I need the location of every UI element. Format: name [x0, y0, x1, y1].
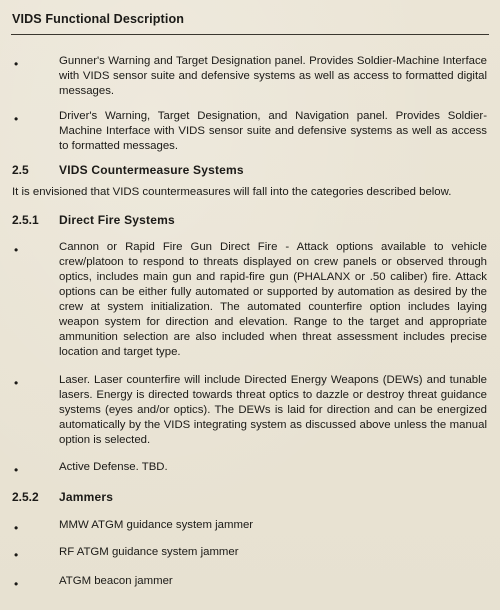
title-divider	[11, 34, 489, 35]
section-number-2-5: 2.5	[12, 163, 29, 177]
bullet-driver-panel: Driver's Warning, Target Designation, and Navigation panel. Provides Soldier-Machine Interface with VIDS sensor suite and defensive systems as well as access to formatted messages.	[59, 110, 487, 152]
item-mmw-jammer: MMW ATGM guidance system jammer	[59, 519, 254, 531]
item-active-defense: Active Defense. TBD.	[59, 461, 168, 473]
bullet-gunner-panel: Gunner's Warning and Target Designation panel. Provides Soldier-Machine Interface with VIDS sensor suite and defensive systems as well as access to formatted digital messages.	[59, 55, 487, 97]
bullet-marker: •	[14, 577, 19, 591]
section-title-2-5-2: Jammers	[59, 490, 114, 504]
section-title-2-5: VIDS Countermeasure Systems	[59, 163, 244, 177]
item-rf-jammer: RF ATGM guidance system jammer	[59, 546, 239, 558]
bullet-marker: •	[14, 463, 19, 477]
section-2-5-intro: It is envisioned that VIDS countermeasures will fall into the categories described below.	[12, 186, 452, 198]
section-number-2-5-1: 2.5.1	[12, 213, 39, 227]
bullet-marker: •	[14, 57, 19, 71]
item-cannon-direct-fire: Cannon or Rapid Fire Gun Direct Fire - Attack options available to vehicle crew/platoon to respond to threats displayed on crew panels or observed through optics, includes main gun and rapid-fire gun (PHALANX or .50 caliber) fire. Attack options can be either fully automated or supported by automation as desired by the crew at system initialization. The automated counterfire option includes laying weapon system for direction and elevation. Range to the target and appropriate ammunition selection are also included when threat assessment includes precise location and target type.	[59, 241, 487, 358]
section-number-2-5-2: 2.5.2	[12, 490, 39, 504]
bullet-marker: •	[14, 548, 19, 562]
section-title-2-5-1: Direct Fire Systems	[59, 213, 175, 227]
item-laser: Laser. Laser counterfire will include Directed Energy Weapons (DEWs) and tunable lasers. Energy is directed towards threat optics to dazzle or destroy threat guidance systems (eyes and/or optics). The DEWs is laid for direction and can be energized automatically by the VIDS integrating system as discussed above unless the manual option is selected.	[59, 374, 487, 446]
bullet-marker: •	[14, 243, 19, 257]
item-beacon-jammer: ATGM beacon jammer	[59, 575, 173, 587]
bullet-marker: •	[14, 376, 19, 390]
page-title: VIDS Functional Description	[12, 12, 185, 26]
bullet-marker: •	[14, 112, 19, 126]
bullet-marker: •	[14, 521, 19, 535]
